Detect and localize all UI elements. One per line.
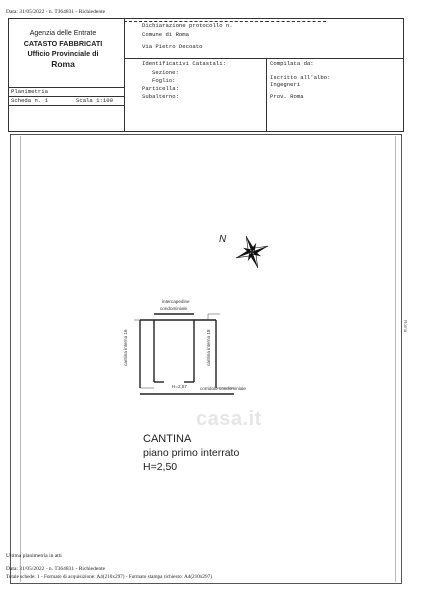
planimetria-label: Planimetria	[11, 88, 48, 95]
sezione-label: Sezione:	[152, 69, 179, 76]
agency-ufficio: Ufficio Provinciale di	[27, 49, 99, 58]
h-small-label: H=2,57	[172, 384, 187, 389]
intercapedine-condominiale-label: condominiale	[160, 306, 188, 311]
compilata-label: Compilata da:	[270, 60, 314, 67]
compass-north-letter: N	[219, 234, 227, 245]
top-date-line: Data: 31/05/2022 - n. T364831 - Richiedente	[6, 9, 106, 15]
header-rule-1	[124, 58, 404, 59]
header-rule-4	[8, 105, 124, 106]
scheda-label: Scheda n. 1	[11, 97, 48, 104]
cantina-interno-right-label: cantina interno 18	[206, 329, 211, 366]
agency-city: Roma	[51, 59, 75, 69]
header-rule-top-right	[266, 21, 326, 22]
room-title: CANTINA	[143, 433, 192, 445]
room-floor: piano primo interrato	[143, 447, 240, 459]
footer-date-line: Data: 31/05/2022 - n. T364831 - Richiedente	[6, 566, 106, 572]
agency-name: Agenzia delle Entrate	[29, 30, 97, 37]
cantina-interno-left-label: cantina interno 16	[123, 329, 128, 366]
iscritto-label: Iscritto all'albo:	[270, 74, 331, 81]
prov-label: Prov. Roma	[270, 93, 304, 100]
via-label: Via Pietro Decoato	[142, 43, 203, 50]
dichiarazione-label: Dichiarazione protocollo n.	[142, 22, 233, 29]
foglio-label: Foglio:	[152, 77, 176, 84]
footer-ultima: Ultima planimetria in atti	[6, 553, 62, 559]
header-divider-right	[266, 58, 267, 132]
intercapedine-label: intercapedine	[162, 299, 190, 304]
comune-label: Comune di Roma	[142, 31, 189, 38]
watermark-logo: casa.it	[196, 408, 262, 430]
scala-label: Scala 1:100	[76, 97, 113, 104]
ingegneri-label: Ingegneri	[270, 81, 301, 88]
subalterno-label: Subalterno:	[142, 93, 179, 100]
identificativi-label: Identificativi Catastali:	[142, 60, 226, 67]
corridoio-label: corridoio condominiale	[200, 386, 246, 391]
compass-rose-icon	[232, 232, 272, 272]
particella-label: Particella:	[142, 85, 179, 92]
agency-block	[12, 29, 114, 69]
side-label: Roma	[403, 320, 408, 333]
room-height: H=2,50	[143, 461, 178, 473]
header-divider-left	[124, 18, 125, 132]
footer-totale: Totale schede: 1 - Formato di acquisizione: A4(210x297) - Formato stampa richiesto: A4(210x297)	[6, 574, 212, 580]
agency-catasto: CATASTO FABBRICATI	[23, 39, 103, 48]
